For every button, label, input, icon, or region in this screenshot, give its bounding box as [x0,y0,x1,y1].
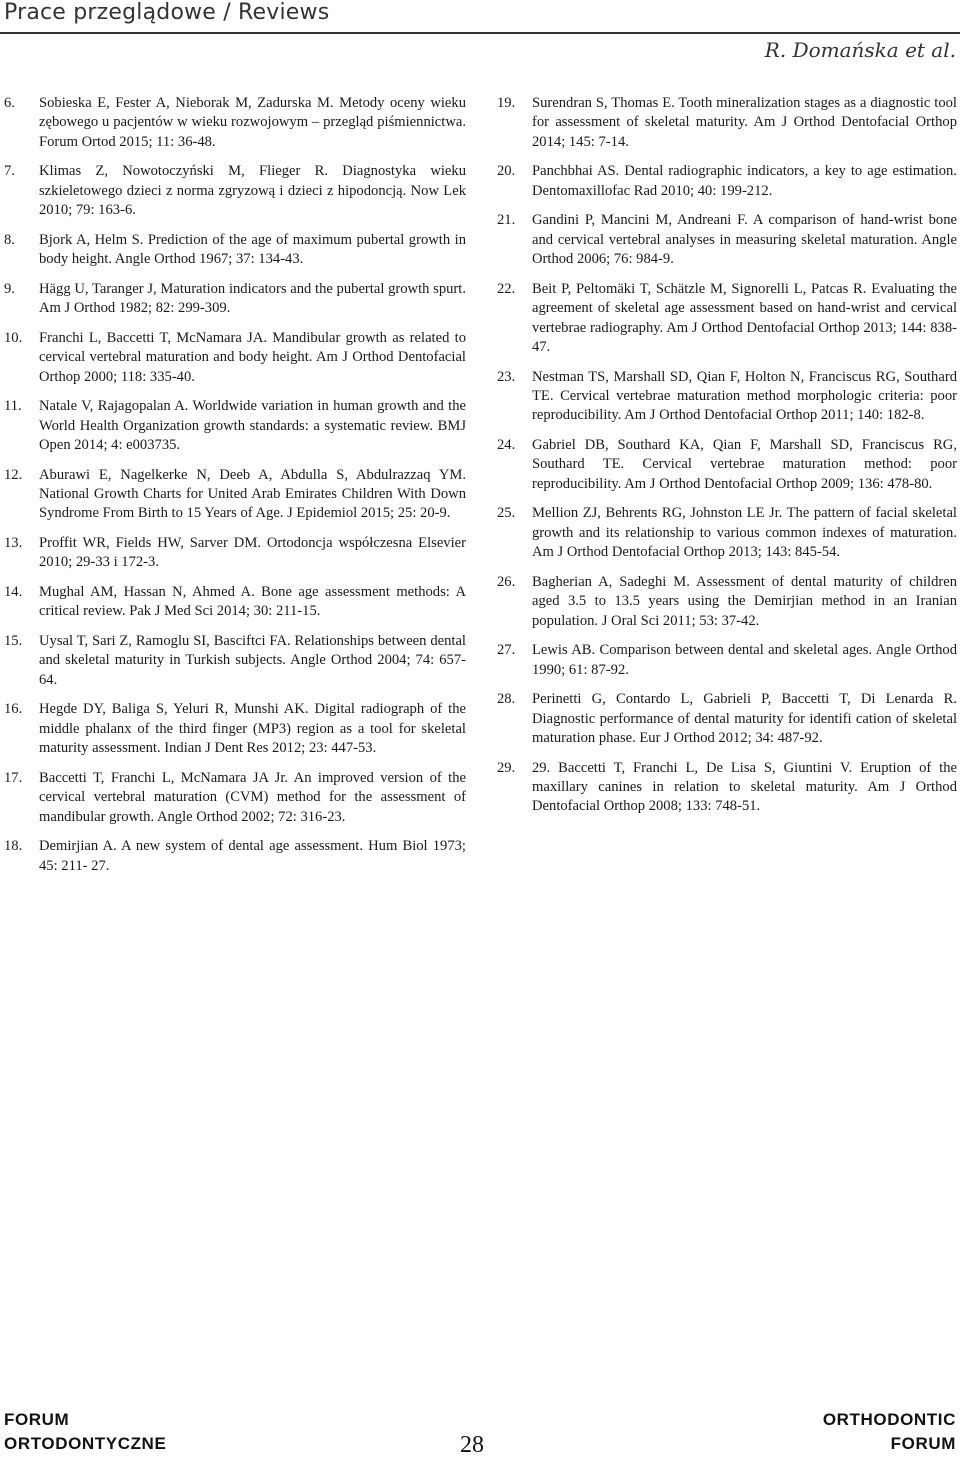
reference-number: 28. [497,691,516,708]
reference-item [497,504,957,562]
reference-item [4,280,466,319]
reference-number: 7. [4,163,15,180]
reference-item [497,690,957,748]
reference-number: 25. [497,505,516,522]
footer-journal-name-pl-line2: ORTODONTYCZNE [4,1434,167,1453]
reference-number: 24. [497,437,516,454]
reference-item [4,632,466,690]
reference-item [4,837,466,876]
footer-journal-name-en-line1: ORTHODONTIC [822,1410,956,1429]
header-divider [0,32,960,34]
running-header-authors: R. Domańska et al. [764,38,956,62]
reference-number: 16. [4,701,23,718]
reference-item [497,573,957,631]
reference-item [497,436,957,494]
footer-journal-name-en-line2: FORUM [890,1434,956,1453]
reference-item [4,94,466,152]
reference-number: 6. [4,95,15,111]
reference-number: 29. [497,759,516,776]
reference-text: Panchbhai AS. Dental radiographic indicators, a key to age estimation. Dentomaxillofac Rad 2010; 40: 199-212. [532,163,957,199]
reference-item [4,231,466,270]
reference-text: Gabriel DB, Southard KA, Qian F, Marshall SD, Franciscus RG, Southard TE. Cervical vertebrae maturation method: poor reproducibility. Am J Orthod Dentofacial Orthop 2009; 136: 478-80. [532,437,957,492]
reference-item [4,397,466,455]
reference-number: 26. [497,573,516,590]
reference-item [4,162,466,220]
reference-text: Proffit WR, Fields HW, Sarver DM. Ortodoncja współczesna Elsevier 2010; 29-33 i 172-3. [39,535,466,571]
reference-text: Hegde DY, Baliga S, Yeluri R, Munshi AK. Digital radiograph of the middle phalanx of the third finger (MP3) region as a tool for skeletal maturity assessment. Indian J Dent Res 2012; 23: 447-53. [39,701,466,757]
reference-item [497,162,957,201]
footer-journal-name-pl-line1: FORUM [4,1410,70,1429]
reference-number: 23. [497,368,516,385]
reference-text: Hägg U, Taranger J, Maturation indicators and the pubertal growth spurt. Am J Orthod 1982; 82: 299-309. [39,280,466,317]
reference-item [4,534,466,573]
reference-text: Aburawi E, Nagelkerke N, Deeb A, Abdulla S, Abdulrazzaq YM. National Growth Charts for United Arab Emirates Children With Down Syndrome From Birth to 15 Years of Age. J Epidemiol 2015; 25: 20-9. [39,466,466,522]
reference-text: Beit P, Peltomäki T, Schätzle M, Signorelli L, Patcas R. Evaluating the agreement of skeletal age assessment based on hand-wrist and cervical vertebrae radiography. Am J Orthod Dentofacial Orthop 2013; 144: 838-47. [532,280,957,356]
reference-number: 15. [4,633,23,650]
reference-number: 11. [4,398,22,415]
reference-number: 21. [497,212,516,229]
reference-text: Surendran S, Thomas E. Tooth mineralization stages as a diagnostic tool for assessment of skeletal maturity. Am J Orthod Dentofacial Orthop 2014; 145: 7-14. [532,95,957,150]
reference-number: 12. [4,466,23,483]
reference-number: 27. [497,642,516,659]
reference-number: 9. [4,280,15,297]
reference-text: Mellion ZJ, Behrents RG, Johnston LE Jr. The pattern of facial skeletal growth and its relationship to various common indexes of maturation. Am J Orthod Dentofacial Orthop 2013; 143: 845-54. [532,505,957,561]
reference-text: Klimas Z, Nowotoczyński M, Flieger R. Diagnostyka wieku szkieletowego dzieci z norma zgryzową i dzieci z hipodoncją. Now Lek 2010; 79: 163-6. [39,163,466,219]
reference-number: 20. [497,163,516,180]
reference-text: Sobieska E, Fester A, Nieborak M, Zadurska M. Metody oceny wieku zębowego u pacjentów w wieku rozwojowym – przegląd piśmiennictwa. Forum Ortod 2015; 11: 36-48. [39,95,466,150]
reference-number: 14. [4,584,23,601]
reference-number: 13. [4,535,23,552]
reference-item [4,769,466,827]
reference-text: Demirjian A. A new system of dental age assessment. Hum Biol 1973; 45: 211- 27. [39,838,466,874]
reference-number: 19. [497,95,516,111]
reference-text: Bjork A, Helm S. Prediction of the age of maximum pubertal growth in body height. Angle Orthod 1967; 37: 134-43. [39,231,466,268]
reference-text: 29. Baccetti T, Franchi L, De Lisa S, Giuntini V. Eruption of the maxillary canines in relation to skeletal maturity. Am J Orthod Dentofacial Orthop 2008; 133: 748-51. [532,759,957,815]
reference-item [4,329,466,387]
reference-item [497,368,957,426]
reference-text: Natale V, Rajagopalan A. Worldwide variation in human growth and the World Health Organization growth standards: a systematic review. BMJ Open 2014; 4: e003735. [39,398,466,454]
reference-number: 8. [4,231,15,248]
page-number: 28 [460,1432,484,1458]
reference-number: 22. [497,280,516,297]
reference-text: Mughal AM, Hassan N, Ahmed A. Bone age assessment methods: A critical review. Pak J Med Sci 2014; 30: 211-15. [39,584,466,620]
reference-text: Lewis AB. Comparison between dental and skeletal ages. Angle Orthod 1990; 61: 87-92. [532,642,957,678]
reference-text: Perinetti G, Contardo L, Gabrieli P, Baccetti T, Di Lenarda R. Diagnostic performance of dental maturity for identifi cation of skeletal maturation phase. Eur J Orthod 2012; 34: 487-92. [532,691,957,747]
reference-number: 17. [4,769,23,786]
reference-text: Uysal T, Sari Z, Ramoglu SI, Basciftci FA. Relationships between dental and skeletal maturity in Turkish subjects. Angle Orthod 2004; 74: 657-64. [39,633,466,688]
reference-text: Bagherian A, Sadeghi M. Assessment of dental maturity of children aged 3.5 to 13.5 years using the Demirjian method in an Iranian population. J Oral Sci 2011; 53: 37-42. [532,573,957,629]
reference-item [497,280,957,358]
references-right-column [497,94,957,827]
reference-text: Franchi L, Baccetti T, McNamara JA. Mandibular growth as related to cervical vertebral maturation and body height. Am J Orthod Dentofacial Orthop 2000; 118: 335-40. [39,329,466,385]
reference-item [4,583,466,622]
reference-item [4,466,466,524]
references-left-column [4,94,466,886]
reference-item [497,94,957,152]
running-header-title: Prace przeglądowe / Reviews [4,0,330,25]
reference-item [497,641,957,680]
reference-text: Nestman TS, Marshall SD, Qian F, Holton N, Franciscus RG, Southard TE. Cervical vertebrae maturation method morphologic criteria: poor reproducibility. Am J Orthod Dentofacial Orthop 2011; 140: 182-8. [532,368,957,424]
reference-text: Gandini P, Mancini M, Andreani F. A comparison of hand-wrist bone and cervical vertebral analyses in measuring skeletal maturation. Angle Orthod 2006; 76: 984-9. [532,212,957,268]
reference-text: Baccetti T, Franchi L, McNamara JA Jr. An improved version of the cervical vertebral maturation (CVM) method for the assessment of mandibular growth. Angle Orthod 2002; 72: 316-23. [39,769,466,825]
reference-item [4,700,466,758]
reference-item [497,211,957,269]
reference-number: 18. [4,838,23,855]
reference-number: 10. [4,329,23,346]
reference-item [497,759,957,817]
